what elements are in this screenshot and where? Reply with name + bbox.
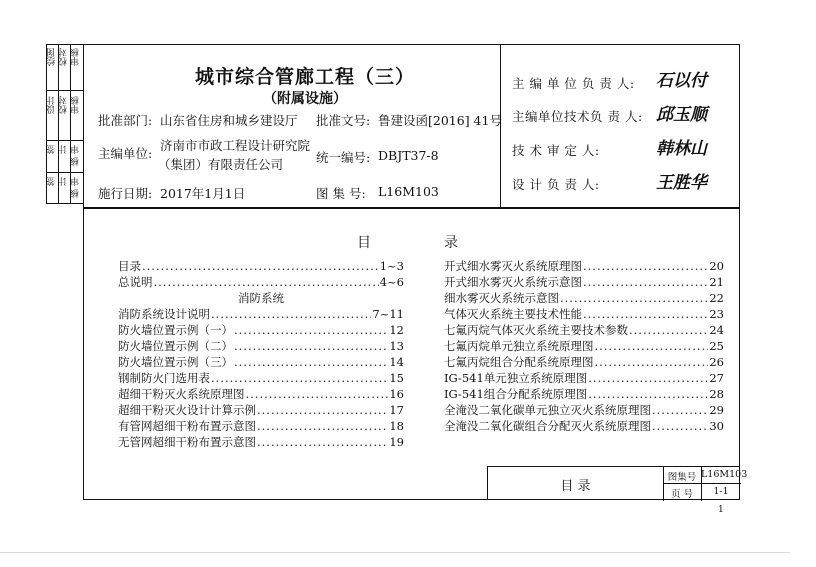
effective-date-value: 2017年1月1日 bbox=[160, 186, 246, 201]
toc-entry-label: 防火墙位置示例（二） bbox=[118, 339, 233, 353]
toc-heading-left: 目 bbox=[357, 235, 371, 251]
toc-entry-label: 无管网超细干粉布置示意图 bbox=[118, 435, 256, 449]
chief-unit-head-label: 主 编 单 位 负 责 人: bbox=[512, 76, 635, 91]
effective-date-label: 施行日期: bbox=[98, 186, 153, 201]
toc-entry[interactable] bbox=[444, 402, 724, 418]
strip-cell: 审核 bbox=[71, 48, 81, 66]
unified-no-label: 统一编号: bbox=[316, 150, 371, 165]
toc-entry-page: 25 bbox=[709, 339, 724, 353]
title-block bbox=[487, 466, 748, 500]
strip-cell: 计 bbox=[59, 145, 69, 154]
title-block-page-label: 页 号 bbox=[670, 489, 694, 500]
toc-right-column bbox=[444, 258, 724, 434]
toc-entry[interactable] bbox=[444, 354, 724, 370]
toc-entry-label: 目录 bbox=[118, 259, 141, 273]
toc-entry-page: 14 bbox=[389, 355, 404, 369]
strip-cell: 审 bbox=[71, 177, 81, 186]
toc-entry-page: 20 bbox=[709, 259, 724, 273]
toc-entry[interactable] bbox=[118, 402, 404, 418]
toc-entry-page: 19 bbox=[389, 435, 404, 449]
toc-entry-page: 18 bbox=[389, 419, 404, 433]
toc-entry-page: 24 bbox=[709, 323, 724, 337]
toc-entry-page: 26 bbox=[709, 355, 724, 369]
approval-doc-label: 批准文号: bbox=[316, 113, 371, 128]
toc-entry-page: 7~11 bbox=[372, 307, 404, 321]
strip-cell: 核 bbox=[71, 189, 81, 198]
tech-reviewer-signature: 韩林山 bbox=[656, 139, 707, 159]
toc-section-title: 消防系统 bbox=[238, 291, 284, 305]
toc-entry-page: 17 bbox=[389, 403, 404, 417]
toc-entry[interactable] bbox=[118, 322, 404, 338]
toc-entry[interactable] bbox=[444, 418, 724, 434]
strip-cell: 审核 bbox=[71, 96, 81, 114]
header-divider bbox=[83, 207, 740, 209]
toc-entry-label: 全淹没二氧化碳单元独立灭火系统原理图 bbox=[444, 403, 651, 417]
editor-value-line1: 济南市市政工程设计研究院 bbox=[160, 138, 311, 153]
design-lead-label: 设 计 负 责 人: bbox=[512, 177, 600, 192]
tech-reviewer-label: 技 术 审 定 人: bbox=[512, 143, 600, 158]
toc-entry-label: 七氟丙烷组合分配系统原理图 bbox=[444, 355, 594, 369]
toc-entry-label: 七氟丙烷气体灭火系统主要技术参数 bbox=[444, 323, 628, 337]
toc-entry[interactable] bbox=[444, 386, 724, 402]
approval-dept-label: 批准部门: bbox=[98, 113, 153, 128]
toc-entry[interactable] bbox=[118, 306, 404, 322]
toc-entry[interactable] bbox=[118, 274, 404, 290]
toc-entry[interactable] bbox=[118, 370, 404, 386]
page-title: 城市综合管廊工程（三） bbox=[194, 66, 415, 88]
toc-entry-page: 30 bbox=[709, 419, 724, 433]
toc-entry-page: 29 bbox=[709, 403, 724, 417]
toc-entry-label: 气体灭火系统主要技术性能 bbox=[444, 307, 582, 321]
toc-entry-page: 16 bbox=[389, 387, 404, 401]
toc-entry[interactable] bbox=[444, 258, 724, 274]
toc-entry-page: 12 bbox=[389, 323, 404, 337]
chief-tech-head-label: 主编单位技术负 责 人: bbox=[512, 109, 643, 124]
strip-cell: 核 bbox=[71, 157, 81, 166]
unified-no-value: DBJT37-8 bbox=[378, 148, 439, 163]
toc-entry-page: 23 bbox=[709, 307, 724, 321]
toc-entry[interactable] bbox=[444, 274, 724, 290]
toc-entry-label: 超细干粉灭火设计计算示例 bbox=[118, 403, 256, 417]
editor-value-line2: （集团）有限责任公司 bbox=[158, 157, 284, 172]
toc-left-column bbox=[118, 258, 404, 450]
page-subtitle: （附属设施） bbox=[263, 91, 347, 107]
toc-entry-label: 有管网超细干粉布置示意图 bbox=[118, 419, 256, 433]
strip-cell: 签 bbox=[47, 145, 57, 154]
atlas-no-label: 图 集 号: bbox=[316, 186, 366, 201]
toc-entry-page: 13 bbox=[389, 339, 404, 353]
title-block-atlas-label: 图集号 bbox=[667, 472, 697, 483]
toc-entry[interactable] bbox=[444, 322, 724, 338]
toc-entry-label: 消防系统设计说明 bbox=[118, 307, 210, 321]
page-number: 1 bbox=[718, 505, 724, 515]
atlas-no-value: L16M103 bbox=[378, 184, 439, 199]
toc-entry[interactable] bbox=[118, 434, 404, 450]
toc-entry-label: 超细干粉灭火系统原理图 bbox=[118, 387, 245, 401]
toc-entry[interactable] bbox=[444, 370, 724, 386]
strip-cell: 校对 bbox=[59, 48, 69, 66]
design-lead-signature: 王胜华 bbox=[656, 173, 707, 193]
toc-entry-label: 总说明 bbox=[118, 275, 153, 289]
toc-entry[interactable] bbox=[118, 258, 404, 274]
toc-entry-page: 27 bbox=[709, 371, 724, 385]
toc-entry-page: 22 bbox=[709, 291, 724, 305]
strip-cell: 设计 bbox=[47, 96, 57, 114]
toc-entry-label: 全淹没二氧化碳组合分配灭火系统原理图 bbox=[444, 419, 651, 433]
toc-entry-label: 防火墙位置示例（一） bbox=[118, 323, 233, 337]
toc-entry-label: 开式细水雾灭火系统原理图 bbox=[444, 259, 582, 273]
toc-entry-label: 钢制防火门选用表 bbox=[118, 371, 210, 385]
toc-entry-label: 七氟丙烷单元独立系统原理图 bbox=[444, 339, 594, 353]
toc-entry-page: 28 bbox=[709, 387, 724, 401]
toc-entry-label: IG-541单元独立系统原理图 bbox=[444, 371, 588, 385]
title-block-atlas-value: L16M103 bbox=[701, 469, 748, 480]
approval-dept-value: 山东省住房和城乡建设厅 bbox=[160, 113, 298, 128]
toc-entry[interactable] bbox=[118, 386, 404, 402]
toc-entry-page: 21 bbox=[709, 275, 724, 289]
toc-entry-label: 细水雾灭火系统示意图 bbox=[444, 291, 559, 305]
title-block-name: 目 录 bbox=[560, 479, 591, 494]
strip-cell: 审 bbox=[71, 145, 81, 154]
title-block-page-value: 1-1 bbox=[713, 486, 729, 497]
strip-cell: 校对 bbox=[59, 96, 69, 114]
toc-entry-label: 防火墙位置示例（三） bbox=[118, 355, 233, 369]
toc-entry[interactable] bbox=[444, 290, 724, 306]
toc-entry-page: 4~6 bbox=[379, 275, 404, 289]
editor-label: 主编单位: bbox=[98, 146, 153, 161]
toc-entry-label: IG-541组合分配系统原理图 bbox=[444, 387, 588, 401]
toc-entry[interactable] bbox=[118, 354, 404, 370]
strip-cell: 计 bbox=[59, 177, 69, 186]
chief-tech-head-signature: 邱玉顺 bbox=[656, 105, 707, 125]
strip-cell: 绘图 bbox=[47, 48, 57, 66]
toc-entry[interactable] bbox=[118, 418, 404, 434]
page-edge bbox=[0, 552, 790, 553]
approval-doc-value: 鲁建设函[2016] 41号 bbox=[378, 113, 502, 128]
toc-entry[interactable] bbox=[444, 338, 724, 354]
toc-entry-page: 15 bbox=[389, 371, 404, 385]
toc-entry[interactable] bbox=[118, 338, 404, 354]
strip-cell: 签 bbox=[47, 177, 57, 186]
toc-entry-page: 1~3 bbox=[379, 259, 404, 273]
toc-entry-label: 开式细水雾灭火系统示意图 bbox=[444, 275, 582, 289]
chief-unit-head-signature: 石以付 bbox=[656, 71, 707, 91]
binding-strip bbox=[46, 44, 83, 204]
toc-heading-right: 录 bbox=[444, 235, 458, 251]
toc-entry[interactable] bbox=[444, 306, 724, 322]
